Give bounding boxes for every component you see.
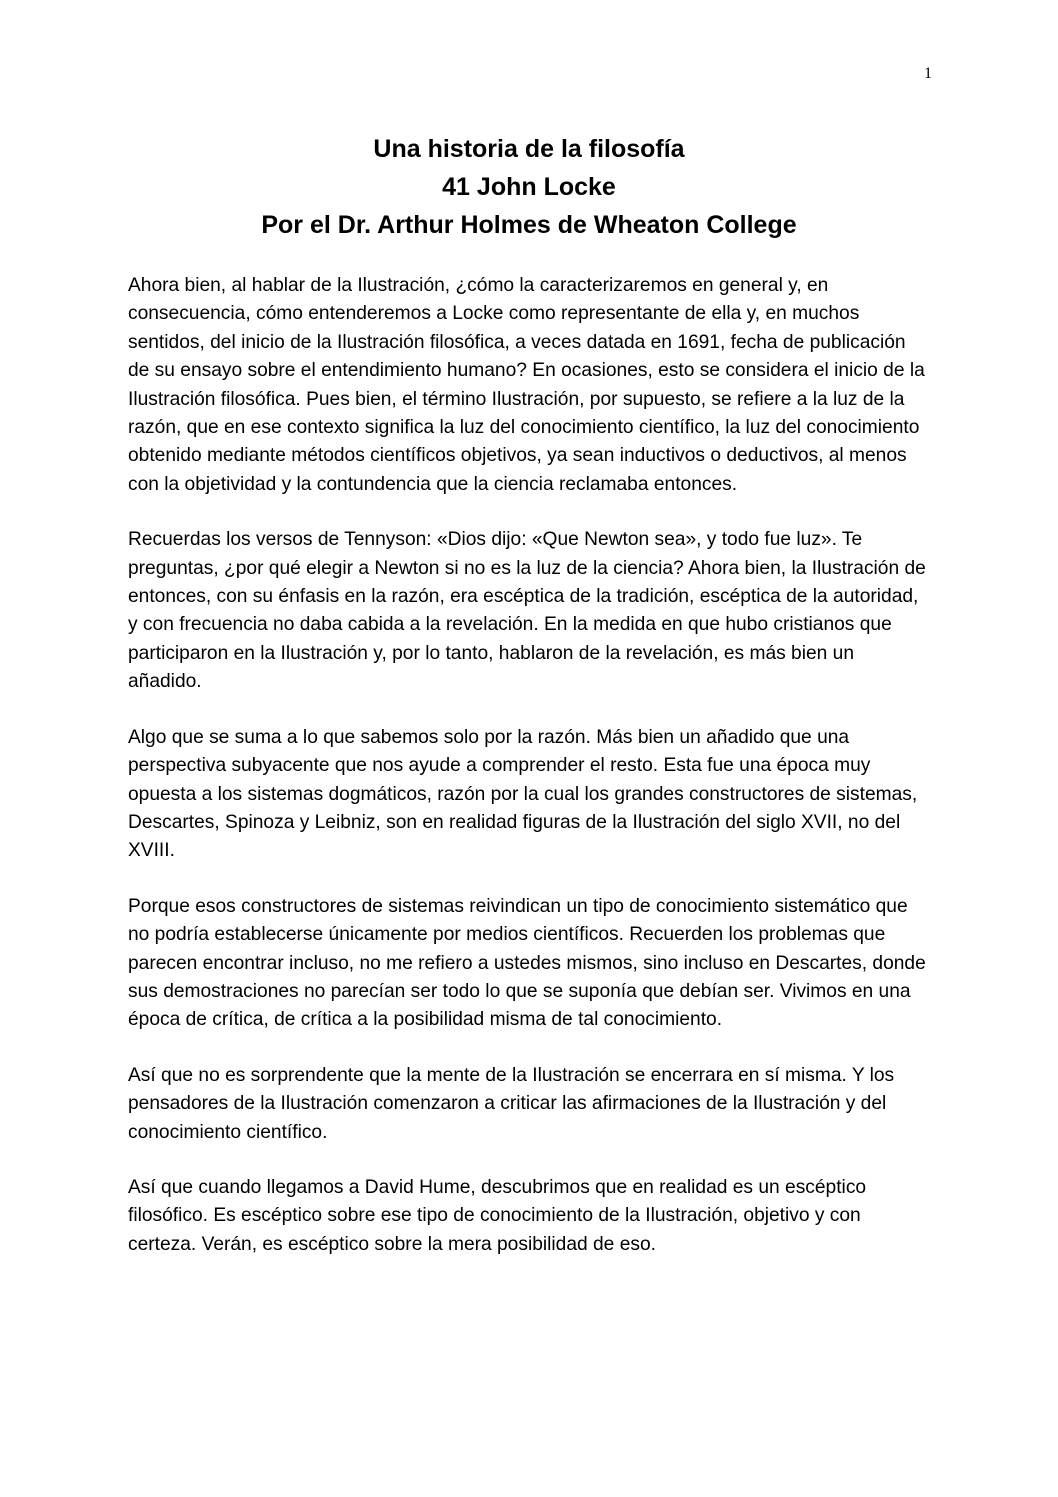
paragraph: Recuerdas los versos de Tennyson: «Dios dijo: «Que Newton sea», y todo fue luz». Te preguntas, ¿por qué elegir a Newton si no es la luz de la ciencia? Ahora bien, la Ilustración de entonces, con su énfasis en la razón, era escéptica de la tradición, escéptica de la autoridad, y con frecuencia no daba cabida a la revelación. En la medida en que hubo cristianos que participaron en la Ilustración y, por lo tanto, hablaron de la revelación, es más bien un añadido. bbox=[128, 529, 926, 693]
paragraph: Así que cuando llegamos a David Hume, descubrimos que en realidad es un escéptico filosófico. Es escéptico sobre ese tipo de conocimiento de la Ilustración, objetivo y con certeza. Verán, es escéptico sobre la mera posibilidad de eso. bbox=[128, 1176, 867, 1255]
paragraph: Algo que se suma a lo que sabemos solo por la razón. Más bien un añadido que una perspectiva subyacente que nos ayude a comprender el resto. Esta fue una época muy opuesta a los sistemas dogmáticos, razón por la cual los grandes constructores de sistemas, Descartes, Spinoza y Leibniz, son en realidad figuras de la Ilustración del siglo XVII, no del XVIII. bbox=[128, 726, 918, 862]
document-header bbox=[0, 130, 1058, 244]
page-number: 1 bbox=[924, 65, 932, 82]
author-line: Por el Dr. Arthur Holmes de Wheaton College bbox=[261, 211, 797, 239]
paragraph: Porque esos constructores de sistemas reivindican un tipo de conocimiento sistemático que no podría establecerse únicamente por medios científicos. Recuerden los problemas que parecen encontrar incluso, no me refiero a ustedes mismos, sino incluso en Descartes, donde sus demostraciones no parecían ser todo lo que se suponía que debían ser. Vivimos en una época de crítica, de crítica a la posibilidad misma de tal conocimiento. bbox=[128, 895, 926, 1031]
document-title: Una historia de la filosofía bbox=[373, 135, 685, 163]
lecture-title: 41 John Locke bbox=[442, 173, 616, 201]
document-body bbox=[128, 272, 932, 1259]
paragraph: Así que no es sorprendente que la mente de la Ilustración se encerrara en sí misma. Y los pensadores de la Ilustración comenzaron a criticar las afirmaciones de la Ilustración y del conocimiento científico. bbox=[128, 1064, 895, 1143]
paragraph: Ahora bien, al hablar de la Ilustración, ¿cómo la caracterizaremos en general y, en consecuencia, cómo entenderemos a Locke como representante de ella y, en muchos sentidos, del inicio de la Ilustración filosófica, a veces datada en 1691, fecha de publicación de su ensayo sobre el entendimiento humano? En ocasiones, esto se considera el inicio de la Ilustración filosófica. Pues bien, el término Ilustración, por supuesto, se refiere a la luz de la razón, que en ese contexto significa la luz del conocimiento científico, la luz del conocimiento obtenido mediante métodos científicos objetivos, ya sean inductivos o deductivos, al menos con la objetividad y la contundencia que la ciencia reclamaba entonces. bbox=[128, 275, 925, 495]
